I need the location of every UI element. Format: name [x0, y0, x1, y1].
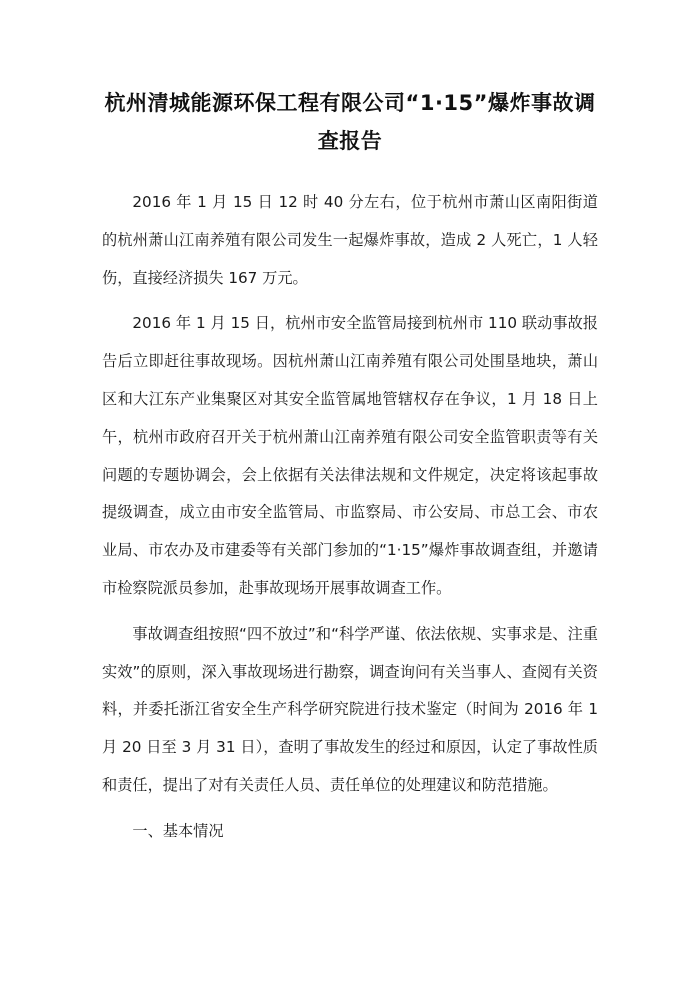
section-heading-basic-info: 一、基本情况 — [132, 821, 224, 840]
paragraph-investigation-method: 事故调查组按照“四不放过”和“科学严谨、依法依规、实事求是、注重实效”的原则，深入事故现场进行勘察，调查询问有关当事人、查阅有关资料，并委托浙江省安全生产科学研究院进行技术鉴定（时间为 2016 年 1 月 20 日至 3 月 31 日），查明了事故发生的经过和原因，认定了事故性质和责任，提出了对有关责任人员、责任单位的处理建议和防范措施。 — [102, 624, 598, 794]
paragraph-investigation-setup: 2016 年 1 月 15 日，杭州市安全监管局接到杭州市 110 联动事故报告后立即赶往事故现场。因杭州萧山江南养殖有限公司处围垦地块，萧山区和大江东产业集聚区对其安全监管属地管辖权存在争议，1 月 18 日上午，杭州市政府召开关于杭州萧山江南养殖有限公司安全监管职责等有关问题的专题协调会，会上依据有关法律法规和文件规定，决定将该起事故提级调查，成立由市安全监管局、市监察局、市公安局、市总工会、市农业局、市农办及市建委等有关部门参加的“1·15”爆炸事故调查组，并邀请市检察院派员参加，赴事故现场开展事故调查工作。 — [102, 314, 598, 597]
report-body — [102, 184, 598, 851]
report-title: 杭州清城能源环保工程有限公司“1·15”爆炸事故调查报告 — [104, 91, 596, 153]
paragraph-incident-summary: 2016 年 1 月 15 日 12 时 40 分左右，位于杭州市萧山区南阳街道的杭州萧山江南养殖有限公司发生一起爆炸事故，造成 2 人死亡，1 人轻伤，直接经济损失 167 万元。 — [102, 193, 598, 287]
